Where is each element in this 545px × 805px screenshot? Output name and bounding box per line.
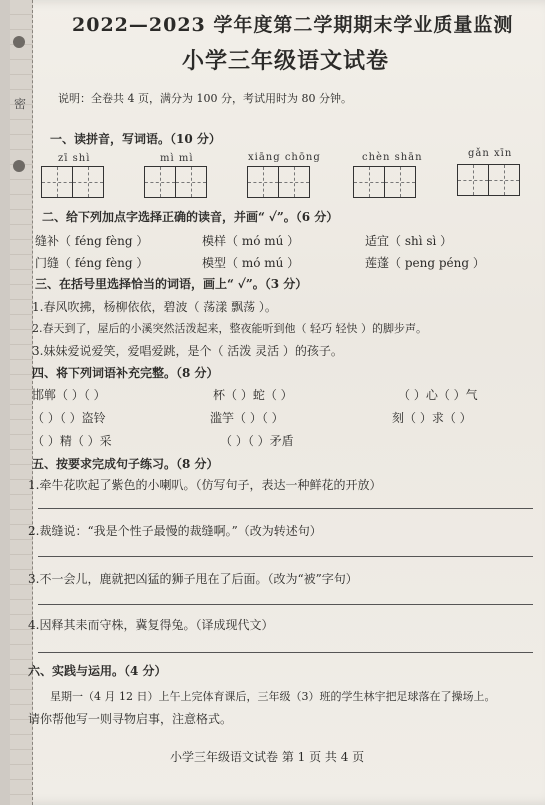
answer-line-3[interactable] xyxy=(38,604,533,605)
binding-label: 密 xyxy=(14,97,27,111)
exam-title: 2022—2023 学年度第二学期期末学业质量监测 xyxy=(72,14,514,36)
pinyin-4: chèn shān xyxy=(362,152,423,163)
idiom-3[interactable]: （ ）心（ ）气 xyxy=(398,388,478,402)
pinyin-5: gǎn xīn xyxy=(468,148,513,159)
sec2-item-1[interactable]: 缝补（ féng fèng ） xyxy=(35,234,149,248)
sec2-item-4[interactable]: 门缝（ féng fèng ） xyxy=(35,256,149,270)
sentence-task-4: 4.因释其耒而守株，冀复得兔。（译成现代文） xyxy=(28,618,274,632)
exam-subtitle: 小学三年级语文试卷 xyxy=(182,48,390,74)
sec6-paragraph-1: 星期一（4 月 12 日）上午上完体育课后，三年级（3）班的学生林宇把足球落在了操场上。 xyxy=(50,690,496,703)
sec3-item-3[interactable]: 3.妹妹爱说爱笑，爱唱爱跳，是个（ 活泼 灵活 ）的孩子。 xyxy=(32,344,343,358)
page-footer: 小学三年级语文试卷 第 1 页 共 4 页 xyxy=(170,750,365,764)
sentence-task-1: 1.牵牛花吹起了紫色的小喇叭。（仿写句子，表达一种鲜花的开放） xyxy=(28,478,382,492)
answer-line-4[interactable] xyxy=(38,652,533,653)
writing-box-2[interactable] xyxy=(145,166,207,198)
pinyin-1: zī shì xyxy=(58,153,91,164)
idiom-1[interactable]: 邯郸（ ）（ ） xyxy=(32,388,106,402)
binding-hole xyxy=(13,36,25,48)
sec2-item-5[interactable]: 模型（ mó mú ） xyxy=(202,256,300,270)
section4-heading: 四、将下列词语补充完整。（8 分） xyxy=(32,366,219,380)
answer-line-2[interactable] xyxy=(38,556,533,557)
writing-box-4[interactable] xyxy=(354,166,416,198)
pinyin-2: mì mì xyxy=(160,153,194,164)
idiom-8[interactable]: （ ）（ ）矛盾 xyxy=(220,434,294,448)
writing-box-3[interactable] xyxy=(248,166,310,198)
section5-heading: 五、按要求完成句子练习。（8 分） xyxy=(32,457,219,471)
writing-box-5[interactable] xyxy=(458,164,520,196)
pinyin-3: xiāng chōng xyxy=(248,152,321,163)
sentence-task-2: 2.裁缝说：“我是个性子最慢的裁缝啊。”（改为转述句） xyxy=(28,524,322,538)
sec6-paragraph-2: 请你帮他写一则寻物启事，注意格式。 xyxy=(28,712,233,726)
section2-heading: 二、给下列加点字选择正确的读音，并画“ ✓”。（6 分） xyxy=(42,210,339,224)
section6-heading: 六、实践与运用。（4 分） xyxy=(28,664,167,678)
exam-instructions: 说明：全卷共 4 页，满分为 100 分，考试用时为 80 分钟。 xyxy=(58,92,352,105)
sec2-item-2[interactable]: 模样（ mó mú ） xyxy=(202,234,300,248)
section3-heading: 三、在括号里选择恰当的词语，画上“ ✓”。（3 分） xyxy=(35,277,308,291)
sec2-item-6[interactable]: 莲蓬（ peng péng ） xyxy=(365,256,485,270)
exam-paper xyxy=(10,0,545,805)
sec3-item-2[interactable]: 2.春天到了，屋后的小溪突然活泼起来，整夜能听到他（ 轻巧 轻快 ）的脚步声。 xyxy=(32,322,427,335)
sentence-task-3: 3.不一会儿，鹿就把凶猛的狮子甩在了后面。（改为“被”字句） xyxy=(28,572,358,586)
idiom-2[interactable]: 杯（ ）蛇（ ） xyxy=(213,388,293,402)
writing-box-1[interactable] xyxy=(42,166,104,198)
sec2-item-3[interactable]: 适宜（ shì sì ） xyxy=(365,234,453,248)
binding-strip xyxy=(10,0,33,805)
idiom-4[interactable]: （ ）（ ）盗铃 xyxy=(32,411,106,425)
section1-heading: 一、读拼音，写词语。（10 分） xyxy=(50,132,221,146)
idiom-7[interactable]: （ ）精（ ）采 xyxy=(32,434,112,448)
binding-hole xyxy=(13,160,25,172)
idiom-6[interactable]: 刻（ ）求（ ） xyxy=(392,411,472,425)
answer-line-1[interactable] xyxy=(38,508,533,509)
sec3-item-1[interactable]: 1.春风吹拂，杨柳依依，碧波（ 荡漾 飘荡 ）。 xyxy=(32,300,277,314)
idiom-5[interactable]: 滥竽（ ）（ ） xyxy=(210,411,284,425)
